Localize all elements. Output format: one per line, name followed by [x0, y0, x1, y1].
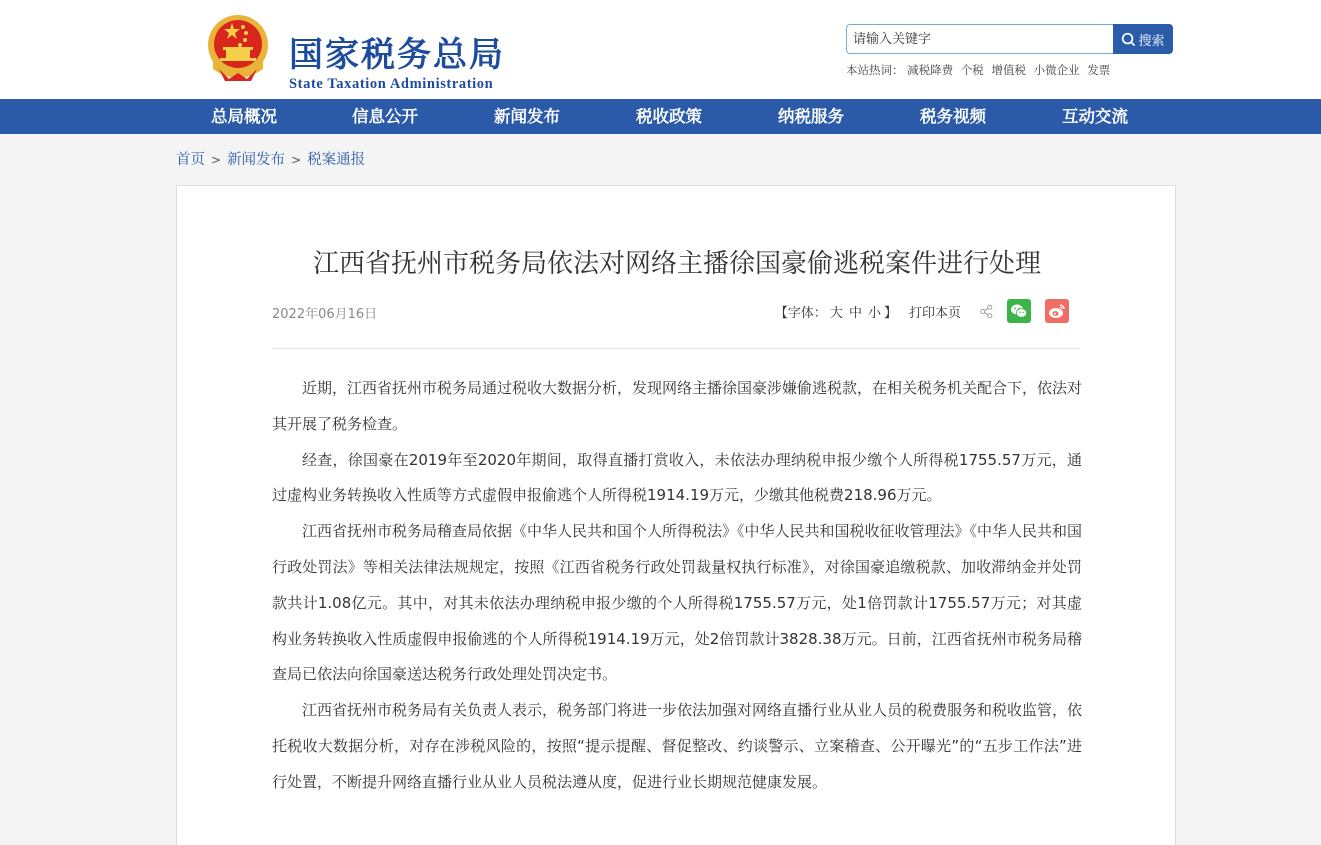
hotword-link[interactable]: 个税	[960, 63, 984, 77]
hotword-link[interactable]: 增值税	[991, 63, 1026, 77]
article-title: 江西省抚州市税务局依法对网络主播徐国豪偷逃税案件进行处理	[312, 249, 1041, 279]
site-header	[0, 0, 1321, 99]
share-icon[interactable]	[979, 304, 994, 319]
nav-item-interaction[interactable]: 互动交流	[1062, 107, 1128, 126]
article-paragraph: 江西省抚州市税务局有关负责人表示，税务部门将进一步依法加强对网络直播行业从业人员的税费服务和税收监管，依托税收大数据分析，对存在涉税风险的，按照“提示提醒、督促整改、约谈警示、立案稽查、公开曝光”的“五步工作法”进行处置，不断提升网络直播行业从业人员税法遵从度，促进行业长期规范健康发展。	[272, 701, 1083, 791]
title-divider	[272, 348, 1080, 349]
font-size-medium[interactable]: 中	[848, 305, 862, 321]
weibo-share-icon[interactable]	[1045, 299, 1069, 323]
logo-english-name: State Taxation Administration	[289, 76, 494, 92]
search-button[interactable]	[1113, 24, 1173, 54]
hotword-link[interactable]: 小微企业	[1033, 63, 1080, 77]
nav-item-news[interactable]: 新闻发布	[494, 107, 560, 126]
font-size-large[interactable]: 大	[829, 305, 843, 321]
nav-item-taxpayer-service[interactable]: 纳税服务	[778, 107, 844, 126]
breadcrumb-news[interactable]: 新闻发布	[227, 152, 286, 168]
article-date: 2022年06月16日	[272, 307, 378, 322]
search-box	[846, 24, 1173, 54]
breadcrumb-tax-cases[interactable]: 税案通报	[307, 152, 366, 168]
wechat-share-icon[interactable]	[1007, 299, 1031, 323]
nav-item-info-disclosure[interactable]: 信息公开	[352, 107, 418, 126]
article-tools	[775, 298, 1069, 324]
hotword-link[interactable]: 减税降费	[907, 63, 954, 77]
nav-item-overview[interactable]: 总局概况	[211, 107, 277, 126]
breadcrumb-home[interactable]: 首页	[176, 152, 205, 168]
hotword-link[interactable]: 发票	[1087, 63, 1111, 77]
site-logo[interactable]	[205, 13, 525, 92]
nav-item-tax-video[interactable]: 税务视频	[920, 107, 986, 126]
article-paragraph: 江西省抚州市税务局稽查局依据《中华人民共和国个人所得税法》《中华人民共和国税收征收管理法》《中华人民共和国行政处罚法》等相关法律法规规定，按照《江西省税务行政处罚裁量权执行标准》，对徐国豪追缴税款、加收滞纳金并处罚款共计1.08亿元。其中，对其未依法办理纳税申报少缴的个人所得税1755.57万元，处1倍罚款计1755.57万元；对其虚构业务转换收入性质虚假申报偷逃的个人所得税1914.19万元，处2倍罚款计3828.38万元。日前，江西省抚州市税务局稽查局已依法向徐国豪送达税务行政处理处罚决定书。	[272, 522, 1083, 684]
article-paragraph: 经查，徐国豪在2019年至2020年期间，取得直播打赏收入，未依法办理纳税申报少缴个人所得税1755.57万元，通过虚构业务转换收入性质等方式虚假申报偷逃个人所得税1914.19万元，少缴其他税费218.96万元。	[272, 450, 1082, 505]
search-icon	[1121, 32, 1136, 47]
font-size-label-open: 【字体：	[774, 305, 827, 321]
hotwords-label: 本站热词：	[846, 63, 904, 77]
breadcrumb-separator: >	[211, 153, 222, 167]
breadcrumb-separator: >	[291, 153, 302, 167]
nav-item-tax-policy[interactable]: 税收政策	[636, 107, 702, 126]
font-size-small[interactable]: 小	[867, 305, 881, 321]
main-nav	[0, 99, 1321, 134]
breadcrumb	[176, 150, 365, 170]
national-emblem-icon	[205, 13, 271, 83]
article-card	[176, 185, 1176, 845]
article-paragraph: 近期，江西省抚州市税务局通过税收大数据分析，发现网络主播徐国豪涉嫌偷逃税款，在相关税务机关配合下，依法对其开展了税务检查。	[272, 379, 1083, 433]
hotwords	[846, 62, 1114, 78]
search-button-label: 搜索	[1138, 32, 1165, 48]
search-input[interactable]	[846, 24, 1114, 54]
logo-chinese-name: 国家税务总局	[289, 35, 505, 75]
print-page-link[interactable]: 打印本页	[908, 305, 961, 321]
font-size-label-close: 】	[883, 305, 897, 321]
article-body	[272, 371, 1082, 801]
